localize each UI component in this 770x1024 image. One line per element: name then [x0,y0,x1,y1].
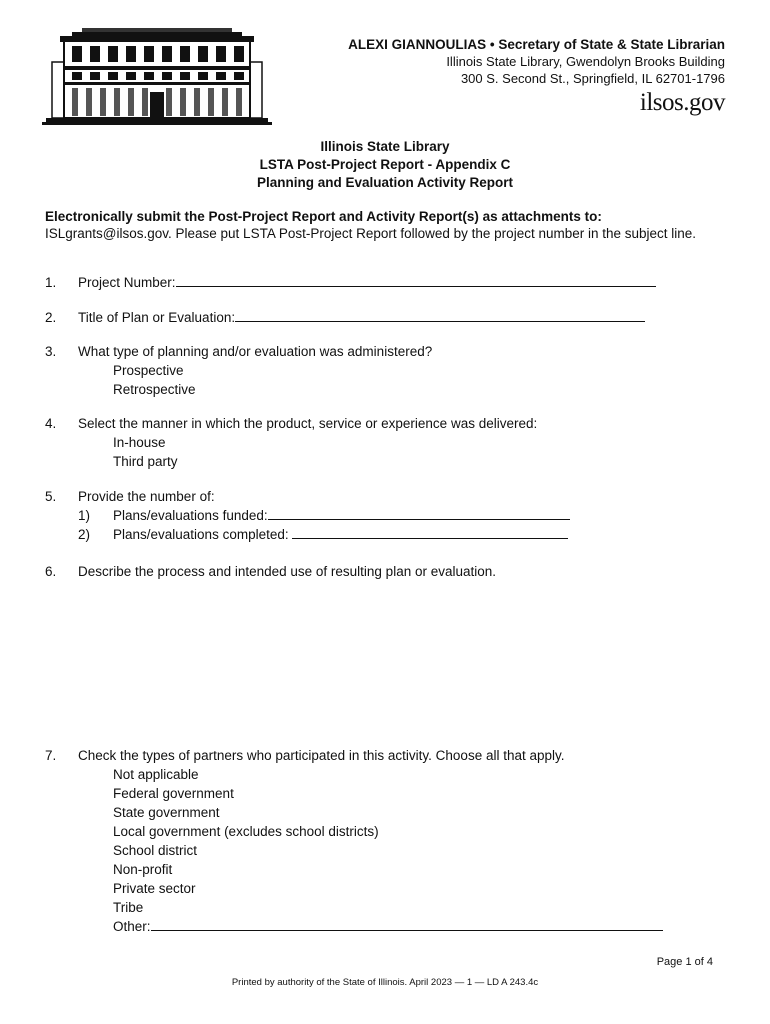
page-number: Page 1 of 4 [656,956,713,968]
question-label: Provide the number of: [78,489,215,504]
document-title [0,138,770,192]
question-4 [45,414,725,471]
option-local-government[interactable]: Local government (excludes school districts) [113,824,379,839]
sub-item-funded [78,506,725,525]
option-non-profit[interactable]: Non-profit [113,862,173,877]
sub-item-completed [78,525,725,544]
submission-instructions [45,208,725,242]
option-third-party[interactable]: Third party [113,454,178,469]
question-label: Describe the process and intended use of resulting plan or evaluation. [78,564,497,579]
sub-label: Plans/evaluations completed: [113,527,293,542]
question-label: What type of planning and/or evaluation was administered? [78,344,433,359]
option-private-sector[interactable]: Private sector [113,881,196,896]
footer-printed-by: Printed by authority of the State of Illinois. April 2023 — 1 — LD A 243.4c [231,977,539,988]
agency-header [348,36,725,117]
library-building-line: Illinois State Library, Gwendolyn Brooks Building [446,54,725,69]
question-label: Select the manner in which the product, service or experience was delivered: [78,416,538,431]
other-label: Other: [113,919,151,934]
question-number: 1. [45,275,57,290]
question-number: 7. [45,748,57,763]
question-number: 2. [45,310,57,325]
plan-title-field[interactable] [235,309,645,322]
illinois-state-library-building-logo [42,22,272,128]
question-2 [45,308,725,327]
question-number: 5. [45,489,57,504]
question-1 [45,273,725,292]
question-5 [45,487,725,544]
title-line-2: LSTA Post-Project Report - Appendix C [259,157,511,172]
title-line-1: Illinois State Library [320,139,450,154]
option-state-government[interactable]: State government [113,805,220,820]
question-label: Project Number: [78,275,176,290]
plans-completed-field[interactable] [292,526,568,539]
option-prospective[interactable]: Prospective [113,363,184,378]
title-line-3: Planning and Evaluation Activity Report [256,175,514,190]
option-tribe[interactable]: Tribe [113,900,144,915]
option-retrospective[interactable]: Retrospective [113,382,196,397]
question-3 [45,342,725,399]
question-number: 6. [45,564,57,579]
question-number: 4. [45,416,57,431]
question-label: Title of Plan or Evaluation: [78,310,236,325]
sub-number: 2) [78,527,91,542]
option-not-applicable[interactable]: Not applicable [113,767,199,782]
option-in-house[interactable]: In-house [113,435,166,450]
question-7 [45,746,725,936]
sub-number: 1) [78,508,91,523]
option-federal-government[interactable]: Federal government [113,786,234,801]
other-partner-field[interactable] [151,918,663,931]
option-school-district[interactable]: School district [113,843,198,858]
project-number-field[interactable] [176,274,656,287]
question-number: 3. [45,344,57,359]
address-line: 300 S. Second St., Springfield, IL 62701-1796 [460,71,725,86]
question-label: Check the types of partners who participated in this activity. Choose all that apply. [78,748,565,763]
option-other [113,917,725,936]
instructions-text: ISLgrants@ilsos.gov. Please put LSTA Post-Project Report followed by the project number in the subject line. [45,226,697,241]
sub-label: Plans/evaluations funded: [113,508,268,523]
secretary-of-state-line: ALEXI GIANNOULIAS • Secretary of State & State Librarian [348,37,725,52]
question-6 [45,562,725,581]
website-wordmark: ilsos.gov [639,89,725,116]
instructions-lead: Electronically submit the Post-Project Report and Activity Report(s) as attachments to: [45,209,602,224]
plans-funded-field[interactable] [268,507,570,520]
